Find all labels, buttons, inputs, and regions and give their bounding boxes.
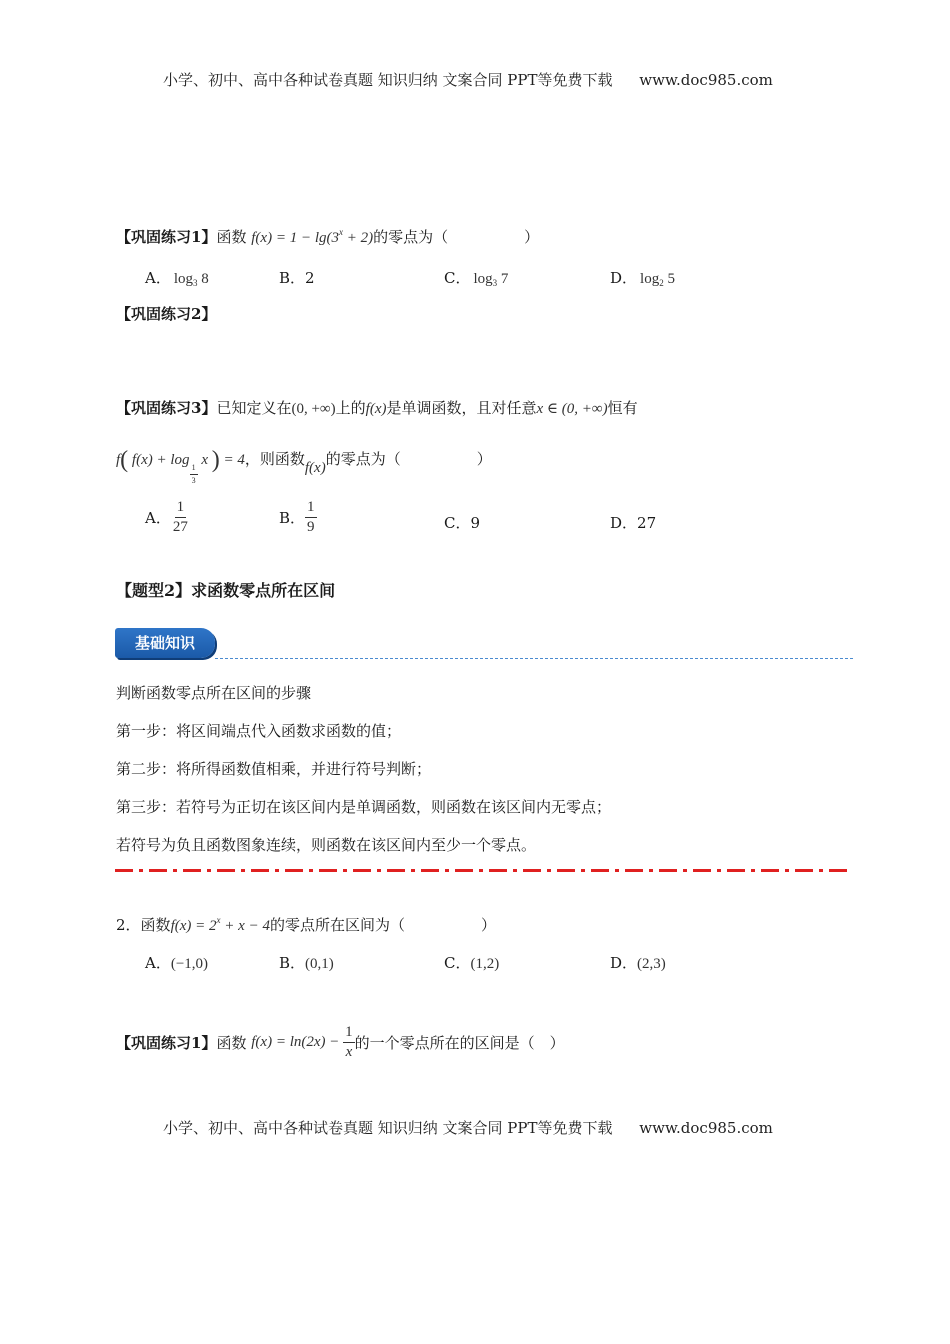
q2-option-a[interactable] <box>145 952 208 973</box>
question-2 <box>116 914 496 935</box>
section-title: 【题型2】求函数零点所在区间 <box>116 581 336 600</box>
log-text: log <box>640 271 660 287</box>
q2-option-c[interactable] <box>444 952 499 973</box>
ex1-option-d[interactable] <box>610 267 675 288</box>
exercise-3-close: ） <box>476 450 492 468</box>
exercise-1 <box>116 226 539 247</box>
log-base: 3 <box>492 278 498 288</box>
functional-equation: f( f(x) + log $\frac{1}{3}$ x ) = 4 <box>116 447 245 485</box>
exercise-1-close: ） <box>524 228 540 246</box>
option-letter: C． <box>444 269 471 287</box>
log-base: 2 <box>659 278 664 288</box>
log-arg: 5 <box>667 271 675 287</box>
x-in-interval: x ∈ (0, +∞) <box>536 401 608 417</box>
tag-dashed-divider <box>215 658 853 659</box>
q2-option-d[interactable] <box>610 952 666 973</box>
exercise-4 <box>116 1025 565 1060</box>
log-arg: 8 <box>201 271 209 287</box>
exercise-3-text: 已知定义在 <box>216 399 292 417</box>
formula-ex4: f(x) = ln(2x) − $\frac{1}{x}$ <box>251 1024 353 1060</box>
exercise-3-text: 上的 <box>335 399 366 417</box>
exercise-4-label: 【巩固练习1】 <box>116 1034 217 1052</box>
log-base: 3 <box>193 278 198 288</box>
knowledge-line: 第一步：将区间端点代入函数求函数的值； <box>116 722 402 740</box>
exercise-3-text: 的零点为（ <box>325 450 401 468</box>
ex1-option-b[interactable] <box>279 267 315 288</box>
header-site[interactable]: www.doc985.com <box>639 71 773 89</box>
red-dash-dot-divider <box>115 869 850 872</box>
log-text: log <box>473 271 493 287</box>
knowledge-line: 判断函数零点所在区间的步骤 <box>116 684 312 702</box>
exercise-1-label: 【巩固练习1】 <box>116 228 217 246</box>
option-letter: C． <box>444 514 471 532</box>
q2-option-b[interactable] <box>279 952 334 973</box>
fx-symbol: f(x) <box>365 401 387 417</box>
knowledge-tag: 基础知识 <box>115 628 215 658</box>
denominator: 27 <box>172 519 188 535</box>
exercise-4-text: 函数 <box>216 1034 247 1052</box>
exercise-3 <box>116 397 638 418</box>
option-value: (0,1) <box>305 956 334 972</box>
ex1-option-a[interactable] <box>145 267 209 288</box>
exercise-3-text: 是单调函数，且对任意 <box>386 399 537 417</box>
option-letter: B． <box>279 509 306 527</box>
footer-site[interactable]: www.doc985.com <box>639 1119 773 1137</box>
option-letter: B． <box>279 954 306 972</box>
numerator: 1 <box>305 500 317 518</box>
ex3-option-d[interactable] <box>610 512 656 533</box>
ex3-option-a[interactable] <box>145 500 190 535</box>
option-value: 9 <box>470 514 481 532</box>
exercise-3-text: 恒有 <box>607 399 638 417</box>
log-text: log <box>173 271 194 287</box>
option-letter: D． <box>610 514 638 532</box>
knowledge-line: 第二步：将所得函数值相乘，并进行符号判断； <box>116 760 432 778</box>
exercise-1-pre: 函数 <box>216 228 247 246</box>
option-letter: D． <box>610 269 638 287</box>
ex3-option-b[interactable] <box>279 500 317 535</box>
question-text: 函数 <box>140 916 171 934</box>
formula-q2: $f(x) = 2^x + x - 4$ <box>170 915 270 934</box>
option-letter: A． <box>145 269 171 287</box>
denominator: 9 <box>307 519 315 535</box>
option-value: 27 <box>637 514 657 532</box>
log-arg: 7 <box>500 271 509 287</box>
option-letter: D． <box>610 954 638 972</box>
interval-0-inf: (0, +∞) <box>291 401 336 417</box>
page-header <box>163 69 773 90</box>
exercise-3-label: 【巩固练习3】 <box>116 399 217 417</box>
option-value: (2,3) <box>637 956 666 972</box>
header-text: 小学、初中、高中各种试卷真题 知识归纳 文案合同 PPT等免费下载 <box>163 71 613 89</box>
exercise-3-line2 <box>116 447 492 485</box>
ex1-option-c[interactable] <box>444 267 508 288</box>
option-value: (−1,0) <box>170 956 209 972</box>
exercise-1-post: 的零点为（ <box>373 228 449 246</box>
option-letter: B． <box>279 269 306 287</box>
exercise-4-text: 的一个零点所在的区间是（ ） <box>354 1034 565 1052</box>
knowledge-line: 若符号为负且函数图象连续，则函数在该区间内至少一个零点。 <box>116 836 537 854</box>
ex3-option-c[interactable] <box>444 512 480 533</box>
question-text: 的零点所在区间为（ <box>269 916 405 934</box>
numerator: 1 <box>175 500 187 518</box>
question-close: ） <box>480 916 496 934</box>
option-letter: A． <box>145 509 171 527</box>
option-letter: A． <box>145 954 171 972</box>
option-letter: C． <box>444 954 471 972</box>
option-value: 2 <box>305 269 315 287</box>
exercise-3-text: ，则函数 <box>244 450 305 468</box>
fraction <box>305 500 317 535</box>
exercise-2-label: 【巩固练习2】 <box>116 305 217 323</box>
fx-symbol: f(x) <box>304 460 326 476</box>
option-value: (1,2) <box>470 956 500 972</box>
page-footer <box>163 1117 773 1138</box>
fraction <box>171 500 190 535</box>
knowledge-line: 第三步：若符号为正切在该区间内是单调函数，则函数在该区间内无零点； <box>116 798 612 816</box>
footer-text: 小学、初中、高中各种试卷真题 知识归纳 文案合同 PPT等免费下载 <box>163 1119 613 1137</box>
formula-1: $f(x) = 1 - \lg(3^x + 2)$ <box>251 227 374 246</box>
question-number: 2． <box>116 916 141 934</box>
